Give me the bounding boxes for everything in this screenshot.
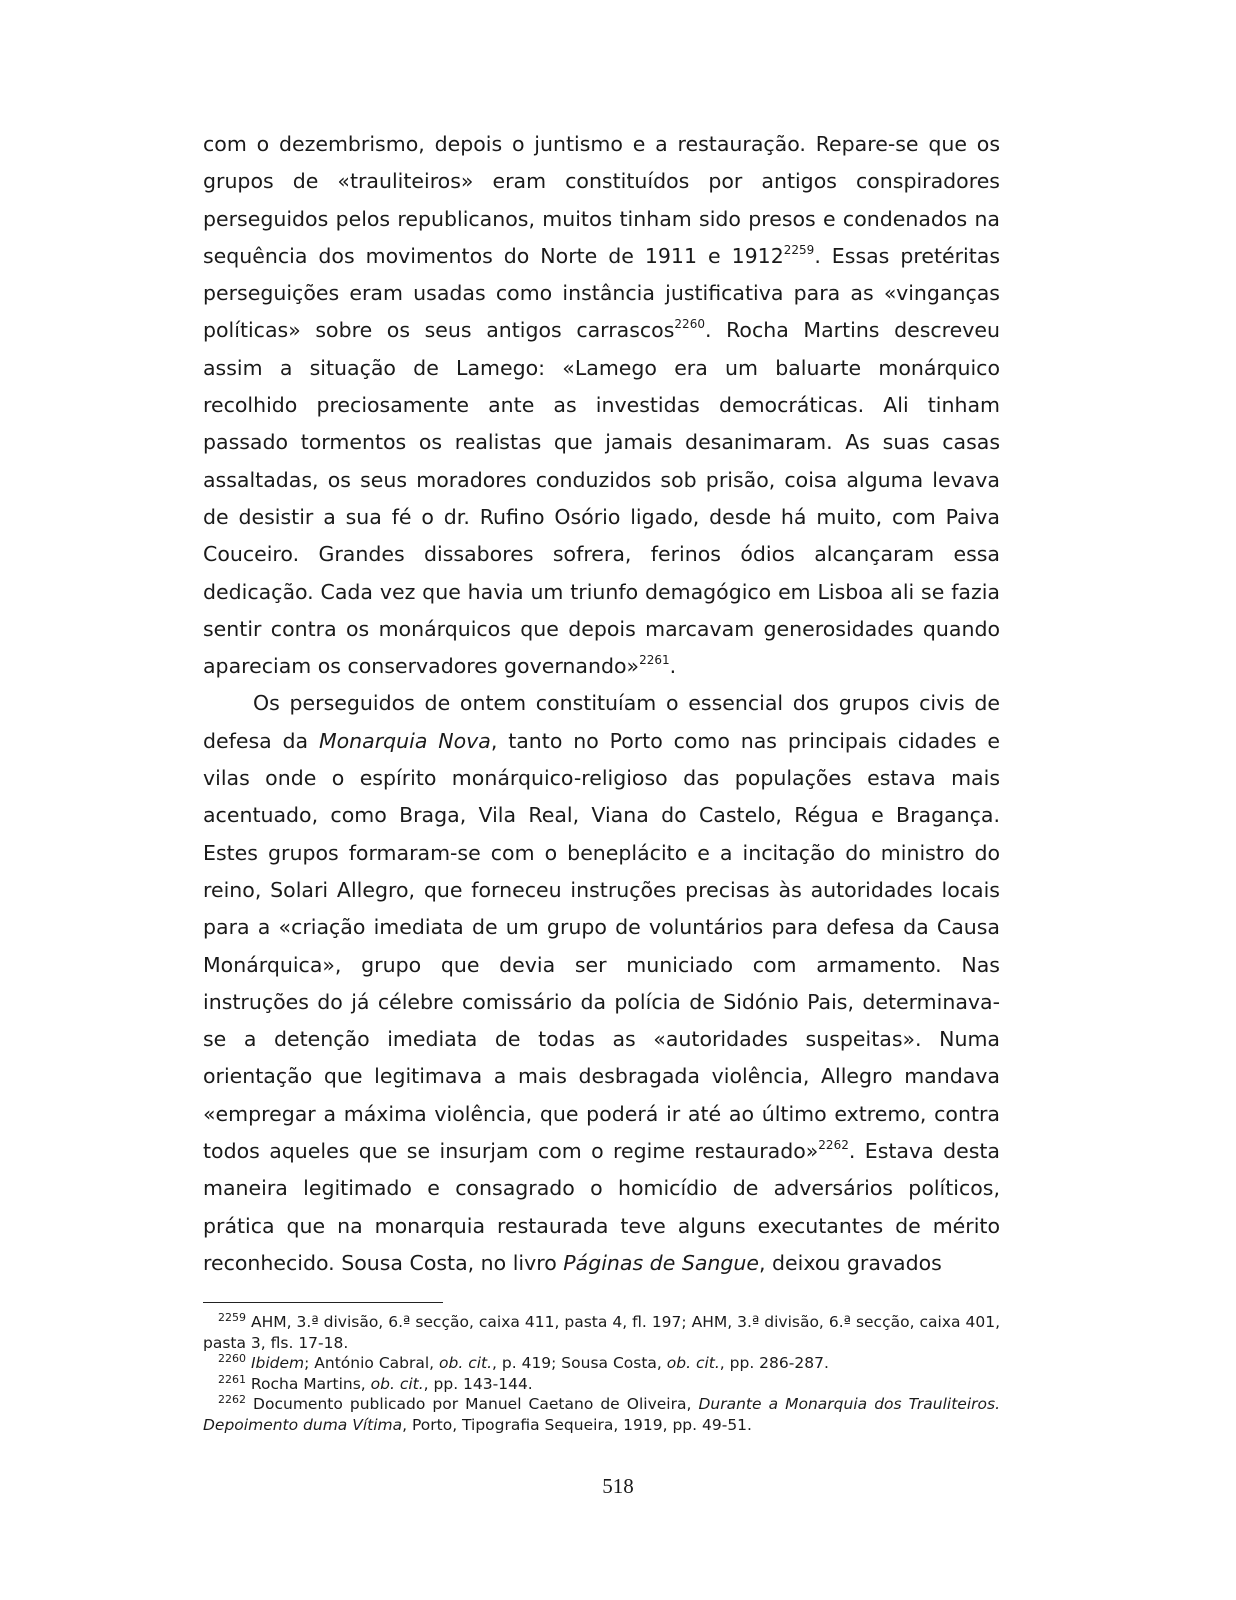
footnote-ref-2259[interactable]: 2259 bbox=[783, 242, 815, 257]
footnote-2260 bbox=[203, 1353, 1000, 1374]
text-run: , deixou gravados bbox=[759, 1250, 942, 1275]
text-run: . bbox=[669, 654, 677, 679]
footnotes bbox=[203, 1312, 1000, 1435]
text-run: . Essas pretéritas perseguições eram usadas como instância justificativa para as «vinganças políticas» sobre os seus antigos carrascos bbox=[203, 243, 1000, 343]
footnote-italic: ob. cit. bbox=[370, 1374, 424, 1393]
main-text bbox=[203, 126, 1000, 1282]
paragraph-1 bbox=[203, 126, 1000, 685]
footnote-italic: Durante a Monarquia dos Trauliteiros. Depoimento duma Vítima bbox=[203, 1395, 1000, 1434]
footnote-italic: Ibidem bbox=[250, 1354, 305, 1372]
text-run: . Rocha Martins descreveu assim a situação de Lamego: «Lamego era um baluarte monárquico recolhido preciosamente ante as investidas democráticas. Ali tinham passado tormentos os realistas que jamais desanimaram. As suas casas assaltadas, os seus moradores conduzidos sob prisão, coisa alguma levava de desistir a sua fé o dr. Rufino Osório ligado, desde há muito, com Paiva Couceiro. Grandes dissabores sofrera, ferinos ódios alcançaram essa dedicação. Cada vez que havia um triunfo demagógico em Lisboa ali se fazia sentir contra os monárquicos que depois marcavam generosidades quando apareciam os conservadores governando» bbox=[203, 318, 1001, 679]
footnote-number: 2261 bbox=[218, 1372, 246, 1386]
footnote-text: ; António Cabral, bbox=[304, 1354, 440, 1372]
footnote-text: Documento publicado por Manuel Caetano de Oliveira, bbox=[246, 1395, 699, 1413]
italic-title: Monarquia Nova bbox=[318, 728, 491, 753]
footnote-text: Rocha Martins, bbox=[246, 1374, 371, 1393]
footnote-text: , p. 419; Sousa Costa, bbox=[492, 1354, 667, 1372]
footnote-ref-2261[interactable]: 2261 bbox=[639, 653, 670, 668]
footnote-2262 bbox=[203, 1394, 1000, 1435]
italic-book-title: Páginas de Sangue bbox=[563, 1250, 760, 1275]
footnote-number: 2262 bbox=[218, 1393, 246, 1406]
footnote-text: , Porto, Tipografia Sequeira, 1919, pp. 49-51. bbox=[402, 1415, 752, 1434]
page-number: 518 bbox=[602, 1474, 634, 1498]
text-run: com o dezembrismo, depois o juntismo e a restauração. Repare-se que os grupos de «trauliteiros» eram constituídos por antigos conspiradores perseguidos pelos republicanos, muitos tinham sido presos e condenados na sequência dos movimentos do Norte de 1911 e 1912 bbox=[203, 132, 1000, 268]
footnote-text: , pp. 286-287. bbox=[719, 1354, 829, 1372]
text-run: . Estava desta maneira legitimado e consagrado o homicídio de adversários políticos, prática que na monarquia restaurada teve alguns executantes de mérito reconhecido. Sousa Costa, no livro bbox=[203, 1139, 1000, 1275]
footnote-ref-2262[interactable]: 2262 bbox=[818, 1138, 849, 1153]
footnote-2261 bbox=[203, 1374, 1000, 1395]
footnote-italic: ob. cit. bbox=[666, 1354, 720, 1372]
footnote-2259 bbox=[203, 1312, 1000, 1353]
text-run: , tanto no Porto como nas principais cidades e vilas onde o espírito monárquico-religioso das populações estava mais acentuado, como Braga, Vila Real, Viana do Castelo, Régua e Bragança. Estes grupos formaram-se com o beneplácito e a incitação do ministro do reino, Solari Allegro, que forneceu instruções precisas às autoridades locais para a «criação imediata de um grupo de voluntários para defesa da Causa Monárquica», grupo que devia ser municiado com armamento. Nas instruções do já célebre comissário da polícia de Sidónio Pais, determinava-se a detenção imediata de todas as «autoridades suspeitas». Numa orientação que legitimava a mais desbragada violência, Allegro mandava «empregar a máxima violência, que poderá ir até ao último extremo, contra todos aqueles que se insurjam com o regime restaurado» bbox=[203, 728, 1000, 1164]
text-run: Os perseguidos de ontem constituíam o essencial dos grupos civis de defesa da bbox=[203, 691, 1000, 753]
footnote-separator bbox=[203, 1302, 443, 1303]
footnote-number: 2260 bbox=[218, 1352, 246, 1365]
paragraph-2 bbox=[203, 685, 1000, 1282]
footnote-text: AHM, 3.ª divisão, 6.ª secção, caixa 411, pasta 4, fl. 197; AHM, 3.ª divisão, 6.ª secção, caixa 401, pasta 3, fls. 17-18. bbox=[203, 1313, 1000, 1352]
footnote-ref-2260[interactable]: 2260 bbox=[674, 317, 705, 332]
footnote-number: 2259 bbox=[218, 1311, 246, 1324]
footnote-italic: ob. cit. bbox=[439, 1354, 493, 1372]
footnote-text: , pp. 143-144. bbox=[423, 1374, 533, 1393]
